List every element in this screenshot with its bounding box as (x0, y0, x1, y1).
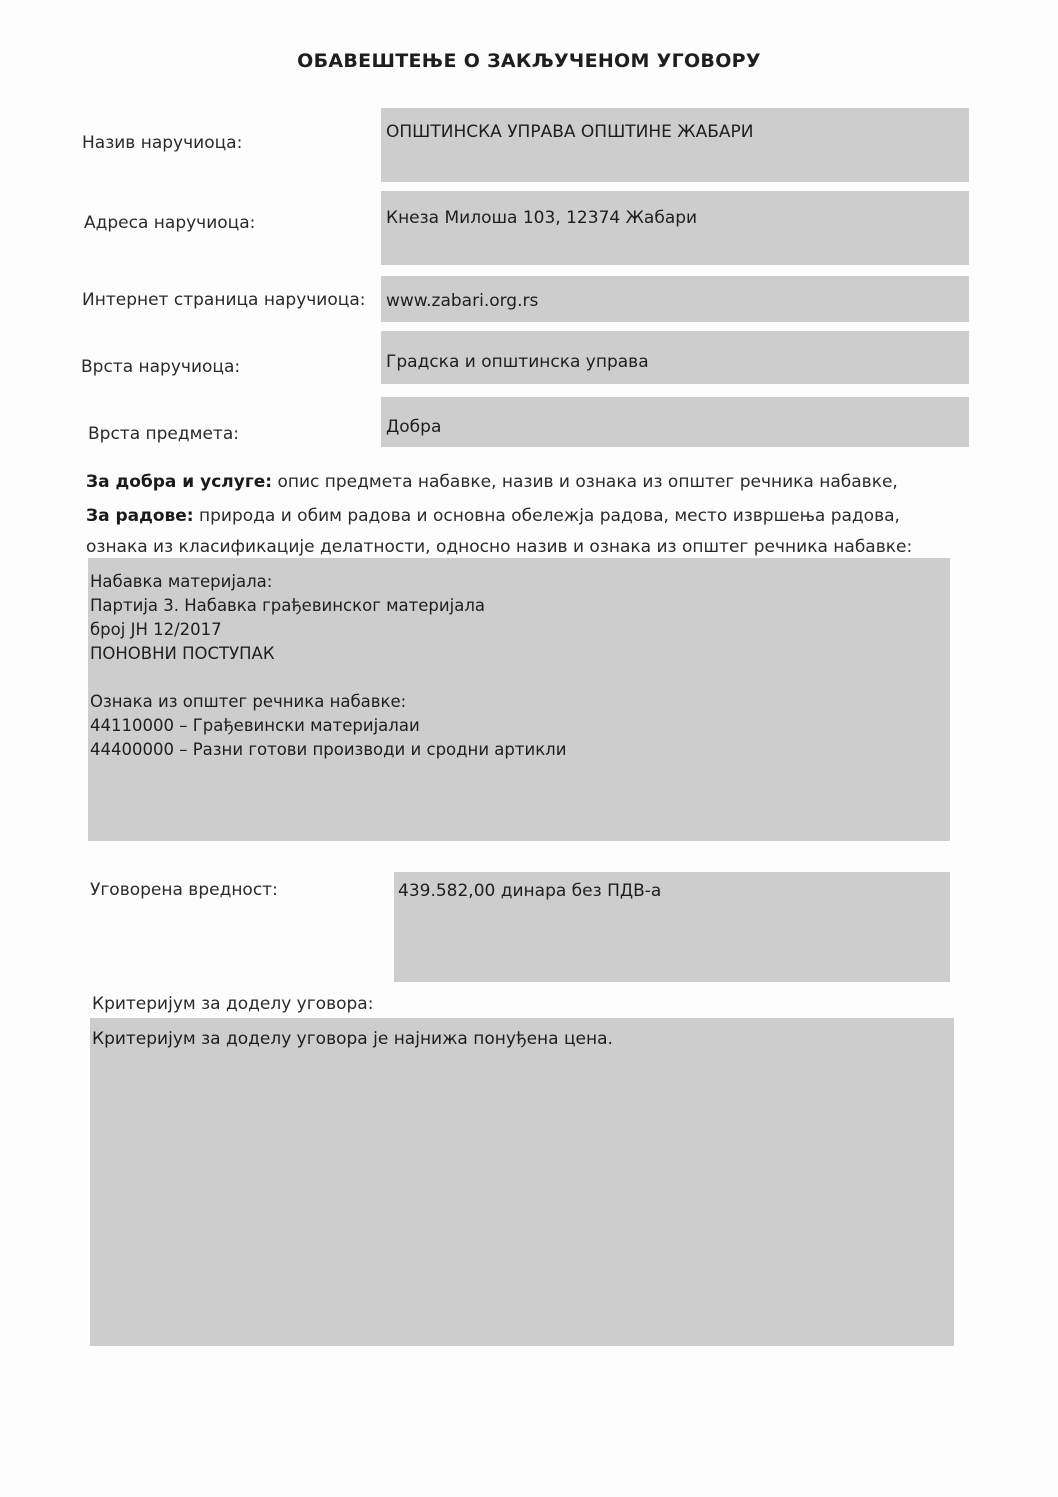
instruction-works-bold: За радове: (86, 506, 194, 526)
instruction-line-works (86, 506, 900, 526)
label-contract-value: Уговорена вредност: (90, 880, 278, 900)
value-naziv-narucioca: ОПШТИНСКА УПРАВА ОПШТИНЕ ЖАБАРИ (386, 122, 754, 142)
instruction-goods-bold: За добра и услуге: (86, 472, 273, 492)
label-internet-stranica: Интернет страница наручиоца: (82, 290, 366, 310)
instruction-line-goods (86, 472, 898, 492)
value-vrsta-narucioca: Градска и општинска управа (386, 352, 649, 372)
description-line: Партија 3. Набавка грађевинског материјала (90, 596, 485, 615)
instruction-goods-text: опис предмета набавке, назив и ознака из општег речника набавке, (272, 472, 898, 492)
field-adresa-narucioca (381, 191, 969, 265)
description-line: број ЈН 12/2017 (90, 620, 222, 639)
label-adresa-narucioca: Адреса наручиоца: (84, 213, 256, 233)
description-line: ПОНОВНИ ПОСТУПАК (90, 644, 275, 663)
label-vrsta-predmeta: Врста предмета: (88, 424, 239, 444)
field-criteria (90, 1018, 954, 1346)
description-text (90, 570, 566, 762)
value-adresa-narucioca: Кнеза Милоша 103, 12374 Жабари (386, 208, 698, 228)
description-line (90, 666, 566, 690)
instruction-works-text: природа и обим радова и основна обележја радова, место извршења радова, (193, 506, 900, 526)
value-criteria: Критеријум за доделу уговора је најнижа понуђена цена. (92, 1029, 613, 1049)
description-line: Ознака из општег речника набавке: (90, 692, 407, 711)
field-naziv-narucioca (381, 108, 969, 182)
label-vrsta-narucioca: Врста наручиоца: (81, 357, 241, 377)
document-title: ОБАВЕШТЕЊЕ О ЗАКЉУЧЕНОМ УГОВОРУ (297, 50, 761, 72)
description-line: 44110000 – Грађевински материјалаи (90, 716, 420, 735)
label-criteria: Критеријум за доделу уговора: (92, 994, 374, 1014)
field-vrsta-predmeta (381, 397, 969, 447)
value-vrsta-predmeta: Добра (386, 417, 442, 437)
value-contract-value: 439.582,00 динара без ПДВ-а (398, 881, 662, 901)
label-naziv-narucioca: Назив наручиоца: (82, 133, 243, 153)
description-line: Набавка материјала: (90, 572, 273, 591)
instruction-line-classification: ознака из класификације делатности, односно назив и ознака из општег речника набавке: (86, 537, 913, 557)
value-internet-stranica: www.zabari.org.rs (386, 291, 539, 311)
description-line: 44400000 – Разни готови производи и сродни артикли (90, 740, 567, 759)
